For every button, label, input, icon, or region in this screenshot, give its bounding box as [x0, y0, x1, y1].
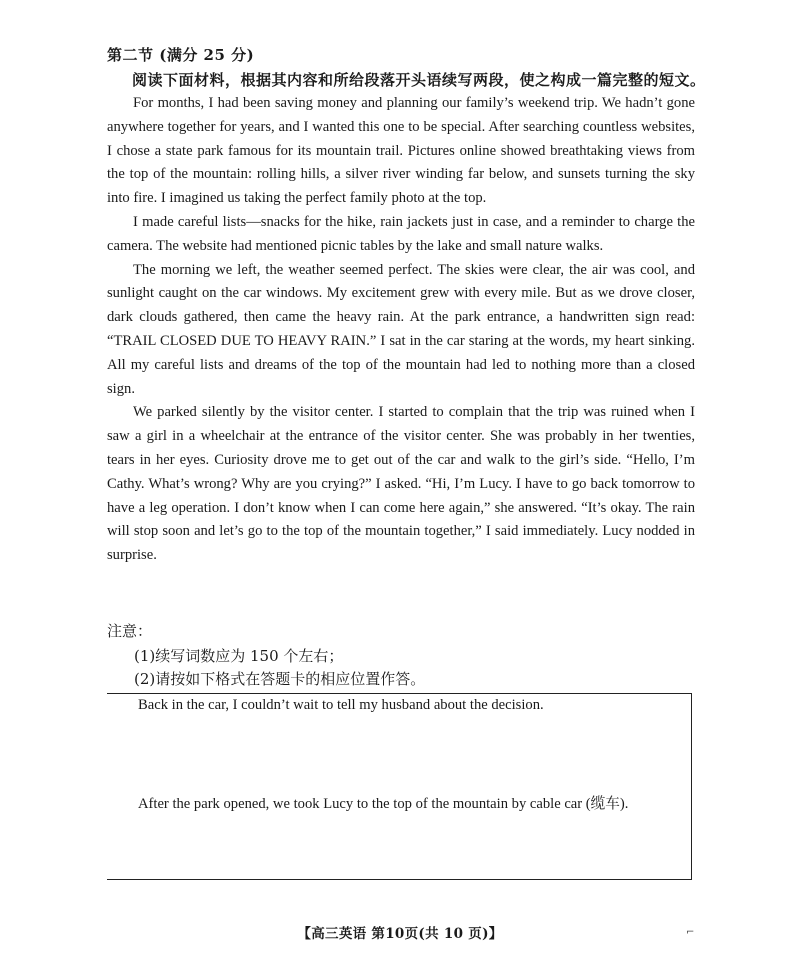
passage-paragraph: For months, I had been saving money and planning our family’s weekend trip. We hadn’t gone anywhere together for years, and I wanted this one to be special. After searching countless websites, I chose a state park famous for its mountain trail. Pictures online showed breathtaking views from the top of the mountain: rolling hills, a silver river winding far below, and sunsets turning the sky into fire. I imagined us taking the perfect family photo at the top. [107, 95, 695, 207]
answer-box [107, 693, 692, 880]
paragraph-opening-2: After the park opened, we took Lucy to the top of the mountain by cable car (缆车). [138, 796, 629, 812]
task-instruction: 阅读下面材料，根据其内容和所给段落开头语续写两段，使之构成一篇完整的短文。 [132, 71, 706, 89]
paragraph-opening-1: Back in the car, I couldn’t wait to tell my husband about the decision. [138, 697, 544, 713]
passage-paragraph: I made careful lists—snacks for the hike, rain jackets just in case, and a reminder to charge the camera. The website had mentioned picnic tables by the lake and small nature walks. [107, 213, 695, 254]
reading-passage [107, 92, 695, 568]
passage-paragraph: The morning we left, the weather seemed perfect. The skies were clear, the air was cool, and sunlight caught on the car windows. My excitement grew with every mile. But as we drove closer, dark clouds gathered, then came the heavy rain. At the park entrance, a handwritten sign read: “TRAIL CLOSED DUE TO HEAVY RAIN.” I sat in the car staring at the words, my heart sinking. All my careful lists and dreams of the top of the mountain had led to nothing more than a closed sign. [107, 261, 695, 397]
note-item: (1)续写词数应为 150 个左右； [134, 647, 344, 665]
notes-label: 注意： [107, 622, 153, 640]
passage-paragraph: We parked silently by the visitor center. I started to complain that the trip was ruined when I saw a girl in a wheelchair at the entrance of the visitor center. She was probably in her twenties, tears in her eyes. Curiosity drove me to get out of the car and walk to the girl’s side. “Hello, I’m Cathy. What’s wrong? Why are you crying?” I asked. “Hi, I’m Lucy. I have to go back tomorrow to have a leg operation. I don’t know when I can come here again,” she answered. “It’s okay. The rain will stop soon and let’s go to the top of the mountain together,” I said immediately. Lucy nodded in surprise. [107, 404, 695, 564]
corner-mark: ⌐ [686, 927, 695, 938]
section-title: 第二节 (满分 25 分) [107, 46, 255, 64]
note-item: (2)请按如下格式在答题卡的相应位置作答。 [134, 670, 426, 688]
page-footer: 【高三英语 第10页(共 10 页)】 [297, 926, 503, 942]
